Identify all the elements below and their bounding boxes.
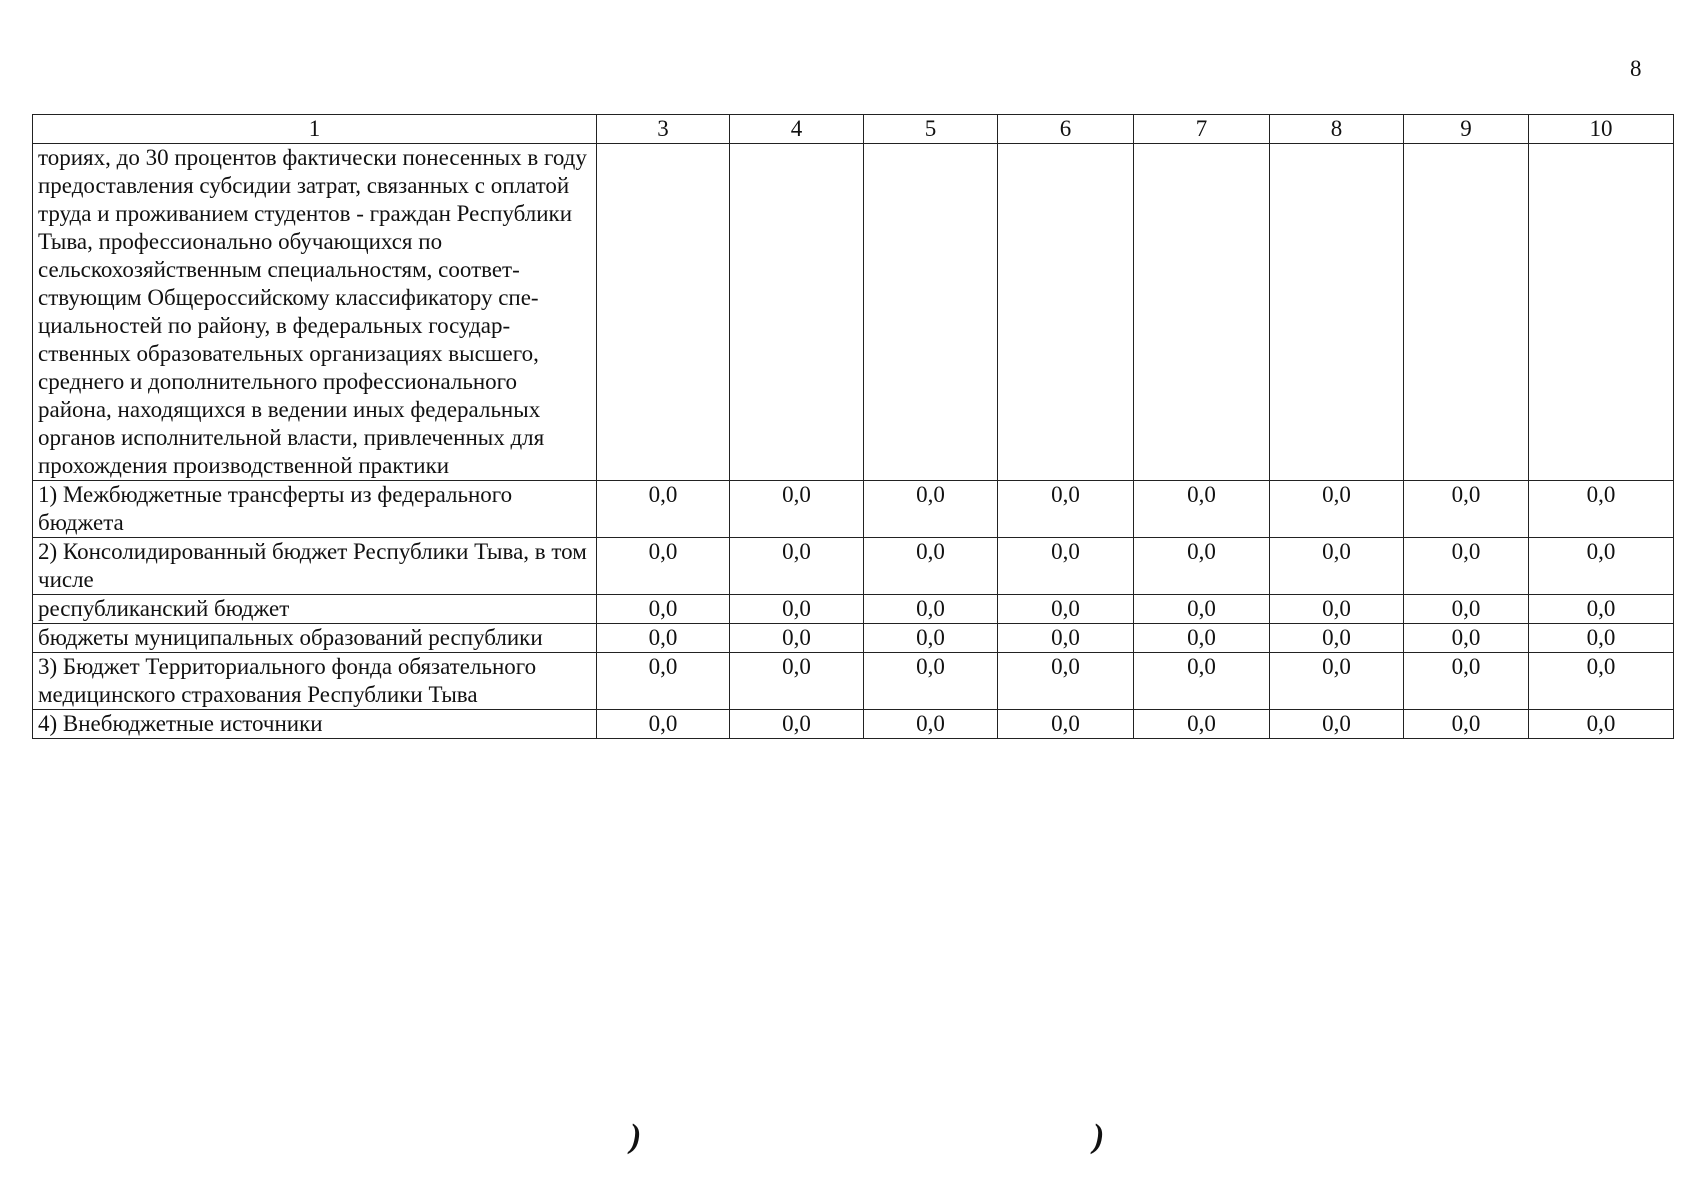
value-cell: 0,0: [1529, 710, 1674, 739]
value-cell: [998, 144, 1134, 481]
value-cell: 0,0: [1134, 595, 1270, 624]
table-row: [33, 624, 1674, 653]
value-cell: 0,0: [864, 538, 998, 595]
value-cell: 0,0: [1404, 653, 1529, 710]
page-number: 8: [1630, 56, 1642, 81]
value-cell: 0,0: [730, 653, 864, 710]
value-cell: 0,0: [1529, 624, 1674, 653]
table-row: [33, 653, 1674, 710]
value-cell: 0,0: [1404, 481, 1529, 538]
value-cell: 0,0: [1270, 653, 1404, 710]
value-cell: [597, 144, 730, 481]
value-cell: 0,0: [597, 653, 730, 710]
value-cell: 0,0: [730, 538, 864, 595]
value-cell: 0,0: [1529, 481, 1674, 538]
column-header: 8: [1270, 115, 1404, 144]
value-cell: 0,0: [1529, 595, 1674, 624]
value-cell: 0,0: [597, 538, 730, 595]
row-label: 2) Консолидированный бюджет Республики Тыва, в том числе: [33, 538, 597, 595]
column-header: 3: [597, 115, 730, 144]
handwritten-mark: ): [1093, 1118, 1105, 1155]
row-label: 1) Межбюджетные трансферты из федерального бюджета: [33, 481, 597, 538]
row-label: 4) Внебюджетные источники: [33, 710, 597, 739]
value-cell: 0,0: [998, 595, 1134, 624]
row-label: бюджеты муниципальных образований республики: [33, 624, 597, 653]
value-cell: 0,0: [597, 481, 730, 538]
value-cell: [1529, 144, 1674, 481]
value-cell: 0,0: [597, 624, 730, 653]
value-cell: 0,0: [1134, 481, 1270, 538]
table-row: [33, 595, 1674, 624]
column-header: 7: [1134, 115, 1270, 144]
value-cell: 0,0: [1404, 595, 1529, 624]
value-cell: 0,0: [864, 624, 998, 653]
value-cell: 0,0: [998, 481, 1134, 538]
value-cell: 0,0: [1134, 538, 1270, 595]
column-header: 5: [864, 115, 998, 144]
column-header: 10: [1529, 115, 1674, 144]
value-cell: 0,0: [730, 710, 864, 739]
column-header: 4: [730, 115, 864, 144]
row-label: 3) Бюджет Территориального фонда обязательного медицинского страхования Республики Тыва: [33, 653, 597, 710]
value-cell: [864, 144, 998, 481]
value-cell: 0,0: [998, 538, 1134, 595]
value-cell: 0,0: [1134, 624, 1270, 653]
value-cell: 0,0: [998, 624, 1134, 653]
row-label: ториях, до 30 процентов фактически понесенных в году предоставления субсидии затрат, связанных с оплатой труда и проживанием студентов - граждан Республики Тыва, профессионально обучающихся по сельскохозяйственным специальностям, соответ-ствующим Общероссийскому классификатору спе-циальностей по району, в федеральных государ-ственных образовательных организациях высшего, среднего и дополнительного профессионального района, находящихся в ведении иных федеральных органов исполнительной власти, привлеченных для прохождения производственной практики: [33, 144, 597, 481]
table-row: [33, 710, 1674, 739]
budget-table: [32, 114, 1674, 739]
value-cell: 0,0: [864, 710, 998, 739]
value-cell: 0,0: [1529, 653, 1674, 710]
value-cell: 0,0: [1134, 653, 1270, 710]
value-cell: 0,0: [1270, 710, 1404, 739]
value-cell: 0,0: [1270, 481, 1404, 538]
value-cell: [1134, 144, 1270, 481]
value-cell: 0,0: [730, 624, 864, 653]
table-row: [33, 538, 1674, 595]
value-cell: 0,0: [1404, 624, 1529, 653]
row-label: республиканский бюджет: [33, 595, 597, 624]
column-header: 9: [1404, 115, 1529, 144]
value-cell: [1270, 144, 1404, 481]
value-cell: 0,0: [998, 710, 1134, 739]
value-cell: 0,0: [730, 595, 864, 624]
table-row: [33, 144, 1674, 481]
value-cell: 0,0: [1404, 538, 1529, 595]
value-cell: 0,0: [597, 595, 730, 624]
value-cell: 0,0: [1270, 595, 1404, 624]
value-cell: 0,0: [998, 653, 1134, 710]
header-row: [33, 115, 1674, 144]
value-cell: 0,0: [864, 595, 998, 624]
value-cell: 0,0: [1529, 538, 1674, 595]
value-cell: 0,0: [730, 481, 864, 538]
table-row: [33, 481, 1674, 538]
column-header: 6: [998, 115, 1134, 144]
value-cell: 0,0: [1270, 624, 1404, 653]
value-cell: 0,0: [1404, 710, 1529, 739]
value-cell: 0,0: [1270, 538, 1404, 595]
value-cell: [730, 144, 864, 481]
handwritten-mark: ): [630, 1118, 642, 1155]
value-cell: [1404, 144, 1529, 481]
value-cell: 0,0: [864, 653, 998, 710]
column-header: 1: [33, 115, 597, 144]
value-cell: 0,0: [864, 481, 998, 538]
value-cell: 0,0: [1134, 710, 1270, 739]
value-cell: 0,0: [597, 710, 730, 739]
